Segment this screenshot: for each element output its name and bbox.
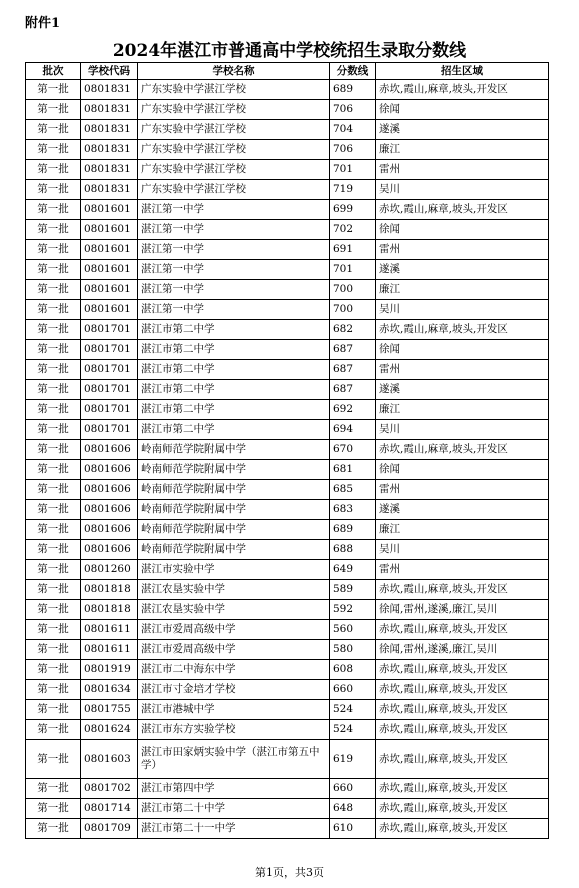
cell-area: 徐闻 xyxy=(376,340,549,360)
table-row xyxy=(26,580,549,600)
cell-school-code: 0801260 xyxy=(81,560,138,580)
cell-school-name: 湛江第一中学 xyxy=(138,260,330,280)
cell-school-code: 0801831 xyxy=(81,100,138,120)
cell-batch: 第一批 xyxy=(26,560,81,580)
cell-school-name: 湛江市港城中学 xyxy=(138,700,330,720)
cell-school-code: 0801611 xyxy=(81,620,138,640)
cell-score: 648 xyxy=(330,799,376,819)
page-title: 2024年湛江市普通高中学校统招生录取分数线 xyxy=(112,41,467,61)
table-row xyxy=(26,720,549,740)
cell-score: 580 xyxy=(330,640,376,660)
cell-score: 687 xyxy=(330,380,376,400)
cell-score: 701 xyxy=(330,160,376,180)
cell-batch: 第一批 xyxy=(26,80,81,100)
cell-batch: 第一批 xyxy=(26,140,81,160)
cell-area: 赤坎,霞山,麻章,坡头,开发区 xyxy=(376,720,549,740)
cell-school-code: 0801601 xyxy=(81,280,138,300)
table-row xyxy=(26,300,549,320)
cell-school-code: 0801601 xyxy=(81,220,138,240)
cell-area: 赤坎,霞山,麻章,坡头,开发区 xyxy=(376,779,549,799)
table-row xyxy=(26,340,549,360)
page-footer: 第1页，共3页 xyxy=(255,866,324,879)
cell-school-name: 湛江市第四中学 xyxy=(138,779,330,799)
header-batch: 批次 xyxy=(26,63,81,80)
cell-score: 619 xyxy=(330,740,376,779)
cell-batch: 第一批 xyxy=(26,600,81,620)
header-area: 招生区域 xyxy=(376,63,549,80)
cell-school-name: 湛江市第二中学 xyxy=(138,400,330,420)
table-row xyxy=(26,440,549,460)
cell-score: 670 xyxy=(330,440,376,460)
table-row xyxy=(26,380,549,400)
cell-area: 赤坎,霞山,麻章,坡头,开发区 xyxy=(376,440,549,460)
cell-school-name: 湛江第一中学 xyxy=(138,220,330,240)
cell-area: 雷州 xyxy=(376,560,549,580)
cell-score: 524 xyxy=(330,700,376,720)
cell-score: 685 xyxy=(330,480,376,500)
table-row xyxy=(26,779,549,799)
cell-school-name: 广东实验中学湛江学校 xyxy=(138,180,330,200)
cell-score: 692 xyxy=(330,400,376,420)
cell-school-code: 0801831 xyxy=(81,180,138,200)
cell-score: 689 xyxy=(330,80,376,100)
cell-area: 吴川 xyxy=(376,300,549,320)
table-row xyxy=(26,660,549,680)
cell-batch: 第一批 xyxy=(26,280,81,300)
table-row xyxy=(26,160,549,180)
table-row xyxy=(26,360,549,380)
cell-area: 遂溪 xyxy=(376,260,549,280)
cell-school-name: 湛江市爱周高级中学 xyxy=(138,640,330,660)
cell-school-code: 0801831 xyxy=(81,120,138,140)
cell-school-name: 岭南师范学院附属中学 xyxy=(138,460,330,480)
cell-batch: 第一批 xyxy=(26,260,81,280)
table-row xyxy=(26,80,549,100)
cell-batch: 第一批 xyxy=(26,340,81,360)
table-row xyxy=(26,400,549,420)
cell-school-code: 0801818 xyxy=(81,580,138,600)
score-table xyxy=(25,62,549,839)
table-row xyxy=(26,799,549,819)
cell-score: 691 xyxy=(330,240,376,260)
cell-school-name: 岭南师范学院附属中学 xyxy=(138,540,330,560)
cell-school-code: 0801634 xyxy=(81,680,138,700)
cell-area: 廉江 xyxy=(376,400,549,420)
cell-score: 687 xyxy=(330,340,376,360)
cell-score: 688 xyxy=(330,540,376,560)
cell-school-code: 0801601 xyxy=(81,260,138,280)
cell-school-code: 0801755 xyxy=(81,700,138,720)
cell-batch: 第一批 xyxy=(26,120,81,140)
cell-score: 660 xyxy=(330,680,376,700)
cell-batch: 第一批 xyxy=(26,100,81,120)
cell-school-code: 0801831 xyxy=(81,140,138,160)
table-row xyxy=(26,640,549,660)
cell-school-code: 0801601 xyxy=(81,240,138,260)
table-row xyxy=(26,200,549,220)
cell-area: 廉江 xyxy=(376,280,549,300)
cell-score: 700 xyxy=(330,280,376,300)
cell-batch: 第一批 xyxy=(26,220,81,240)
cell-school-name: 湛江市爱周高级中学 xyxy=(138,620,330,640)
cell-school-name: 广东实验中学湛江学校 xyxy=(138,120,330,140)
cell-school-code: 0801601 xyxy=(81,300,138,320)
table-row xyxy=(26,620,549,640)
cell-score: 706 xyxy=(330,100,376,120)
cell-school-code: 0801701 xyxy=(81,380,138,400)
cell-area: 徐闻 xyxy=(376,460,549,480)
cell-batch: 第一批 xyxy=(26,300,81,320)
cell-school-name: 广东实验中学湛江学校 xyxy=(138,100,330,120)
cell-area: 徐闻 xyxy=(376,220,549,240)
cell-school-code: 0801701 xyxy=(81,320,138,340)
cell-batch: 第一批 xyxy=(26,460,81,480)
cell-school-code: 0801709 xyxy=(81,819,138,839)
cell-school-name: 湛江市第二中学 xyxy=(138,340,330,360)
cell-school-name: 湛江市实验中学 xyxy=(138,560,330,580)
cell-score: 649 xyxy=(330,560,376,580)
cell-batch: 第一批 xyxy=(26,680,81,700)
cell-school-name: 湛江农垦实验中学 xyxy=(138,580,330,600)
cell-batch: 第一批 xyxy=(26,799,81,819)
cell-area: 赤坎,霞山,麻章,坡头,开发区 xyxy=(376,660,549,680)
cell-batch: 第一批 xyxy=(26,440,81,460)
table-row xyxy=(26,540,549,560)
cell-batch: 第一批 xyxy=(26,740,81,779)
cell-school-code: 0801603 xyxy=(81,740,138,779)
table-row xyxy=(26,140,549,160)
table-row xyxy=(26,680,549,700)
cell-batch: 第一批 xyxy=(26,620,81,640)
cell-area: 赤坎,霞山,麻章,坡头,开发区 xyxy=(376,799,549,819)
table-row xyxy=(26,240,549,260)
cell-school-name: 湛江市田家炳实验中学（湛江市第五中学） xyxy=(138,740,330,779)
cell-area: 赤坎,霞山,麻章,坡头,开发区 xyxy=(376,740,549,779)
table-row xyxy=(26,180,549,200)
cell-school-name: 湛江市寸金培才学校 xyxy=(138,680,330,700)
cell-batch: 第一批 xyxy=(26,360,81,380)
cell-school-code: 0801601 xyxy=(81,200,138,220)
cell-school-code: 0801606 xyxy=(81,540,138,560)
cell-area: 雷州 xyxy=(376,360,549,380)
cell-area: 廉江 xyxy=(376,520,549,540)
cell-school-name: 湛江市第二中学 xyxy=(138,380,330,400)
cell-score: 719 xyxy=(330,180,376,200)
cell-school-code: 0801606 xyxy=(81,500,138,520)
table-row xyxy=(26,100,549,120)
cell-school-name: 湛江市第二中学 xyxy=(138,320,330,340)
cell-batch: 第一批 xyxy=(26,200,81,220)
cell-batch: 第一批 xyxy=(26,640,81,660)
cell-school-code: 0801702 xyxy=(81,779,138,799)
header-school-code: 学校代码 xyxy=(81,63,138,80)
cell-score: 689 xyxy=(330,520,376,540)
cell-area: 雷州 xyxy=(376,480,549,500)
table-row xyxy=(26,320,549,340)
cell-batch: 第一批 xyxy=(26,580,81,600)
cell-school-name: 湛江市第二十一中学 xyxy=(138,819,330,839)
cell-score: 704 xyxy=(330,120,376,140)
cell-score: 706 xyxy=(330,140,376,160)
table-row xyxy=(26,420,549,440)
cell-area: 廉江 xyxy=(376,140,549,160)
cell-area: 赤坎,霞山,麻章,坡头,开发区 xyxy=(376,680,549,700)
cell-school-code: 0801831 xyxy=(81,160,138,180)
cell-batch: 第一批 xyxy=(26,320,81,340)
cell-batch: 第一批 xyxy=(26,380,81,400)
cell-school-name: 湛江第一中学 xyxy=(138,200,330,220)
cell-batch: 第一批 xyxy=(26,540,81,560)
cell-area: 赤坎,霞山,麻章,坡头,开发区 xyxy=(376,80,549,100)
cell-area: 雷州 xyxy=(376,160,549,180)
header-school-name: 学校名称 xyxy=(138,63,330,80)
cell-area: 赤坎,霞山,麻章,坡头,开发区 xyxy=(376,819,549,839)
cell-area: 雷州 xyxy=(376,240,549,260)
table-row xyxy=(26,480,549,500)
cell-score: 592 xyxy=(330,600,376,620)
cell-school-name: 湛江市第二十中学 xyxy=(138,799,330,819)
cell-batch: 第一批 xyxy=(26,420,81,440)
cell-batch: 第一批 xyxy=(26,819,81,839)
table-body xyxy=(26,80,549,839)
cell-score: 660 xyxy=(330,779,376,799)
cell-school-name: 广东实验中学湛江学校 xyxy=(138,160,330,180)
cell-batch: 第一批 xyxy=(26,779,81,799)
table-row xyxy=(26,740,549,779)
cell-batch: 第一批 xyxy=(26,700,81,720)
table-row xyxy=(26,600,549,620)
cell-batch: 第一批 xyxy=(26,180,81,200)
cell-school-code: 0801701 xyxy=(81,340,138,360)
cell-score: 589 xyxy=(330,580,376,600)
cell-school-code: 0801818 xyxy=(81,600,138,620)
cell-batch: 第一批 xyxy=(26,520,81,540)
cell-area: 赤坎,霞山,麻章,坡头,开发区 xyxy=(376,700,549,720)
cell-school-code: 0801831 xyxy=(81,80,138,100)
header-score: 分数线 xyxy=(330,63,376,80)
cell-school-code: 0801701 xyxy=(81,420,138,440)
cell-school-code: 0801919 xyxy=(81,660,138,680)
cell-batch: 第一批 xyxy=(26,480,81,500)
cell-school-code: 0801606 xyxy=(81,440,138,460)
cell-school-name: 广东实验中学湛江学校 xyxy=(138,140,330,160)
cell-school-name: 湛江农垦实验中学 xyxy=(138,600,330,620)
table-row xyxy=(26,700,549,720)
table-row xyxy=(26,260,549,280)
cell-area: 吴川 xyxy=(376,540,549,560)
table-row xyxy=(26,819,549,839)
cell-area: 遂溪 xyxy=(376,500,549,520)
cell-area: 赤坎,霞山,麻章,坡头,开发区 xyxy=(376,620,549,640)
cell-school-name: 岭南师范学院附属中学 xyxy=(138,480,330,500)
cell-batch: 第一批 xyxy=(26,720,81,740)
cell-score: 560 xyxy=(330,620,376,640)
cell-school-name: 湛江市第二中学 xyxy=(138,360,330,380)
cell-school-code: 0801624 xyxy=(81,720,138,740)
cell-school-name: 湛江市第二中学 xyxy=(138,420,330,440)
table-row xyxy=(26,220,549,240)
table-row xyxy=(26,500,549,520)
cell-area: 赤坎,霞山,麻章,坡头,开发区 xyxy=(376,580,549,600)
cell-score: 687 xyxy=(330,360,376,380)
cell-batch: 第一批 xyxy=(26,400,81,420)
cell-school-name: 湛江市东方实验学校 xyxy=(138,720,330,740)
cell-batch: 第一批 xyxy=(26,660,81,680)
table-header-row xyxy=(26,63,549,80)
cell-school-code: 0801714 xyxy=(81,799,138,819)
cell-score: 681 xyxy=(330,460,376,480)
cell-score: 700 xyxy=(330,300,376,320)
cell-area: 吴川 xyxy=(376,180,549,200)
cell-area: 徐闻 xyxy=(376,100,549,120)
cell-school-name: 湛江第一中学 xyxy=(138,280,330,300)
cell-area: 遂溪 xyxy=(376,380,549,400)
cell-batch: 第一批 xyxy=(26,500,81,520)
cell-batch: 第一批 xyxy=(26,160,81,180)
cell-school-name: 湛江第一中学 xyxy=(138,300,330,320)
table-row xyxy=(26,280,549,300)
cell-school-code: 0801606 xyxy=(81,460,138,480)
cell-school-name: 岭南师范学院附属中学 xyxy=(138,500,330,520)
cell-area: 吴川 xyxy=(376,420,549,440)
cell-school-code: 0801701 xyxy=(81,360,138,380)
table-row xyxy=(26,520,549,540)
cell-score: 702 xyxy=(330,220,376,240)
cell-school-code: 0801701 xyxy=(81,400,138,420)
cell-school-name: 湛江第一中学 xyxy=(138,240,330,260)
cell-score: 701 xyxy=(330,260,376,280)
table-row xyxy=(26,460,549,480)
cell-score: 682 xyxy=(330,320,376,340)
cell-area: 徐闻,雷州,遂溪,廉江,吴川 xyxy=(376,600,549,620)
attachment-label: 附件1 xyxy=(25,16,61,31)
cell-school-code: 0801611 xyxy=(81,640,138,660)
table-row xyxy=(26,560,549,580)
cell-score: 694 xyxy=(330,420,376,440)
cell-batch: 第一批 xyxy=(26,240,81,260)
cell-score: 699 xyxy=(330,200,376,220)
cell-school-name: 岭南师范学院附属中学 xyxy=(138,440,330,460)
cell-area: 遂溪 xyxy=(376,120,549,140)
table-row xyxy=(26,120,549,140)
cell-school-code: 0801606 xyxy=(81,480,138,500)
cell-score: 610 xyxy=(330,819,376,839)
cell-area: 赤坎,霞山,麻章,坡头,开发区 xyxy=(376,200,549,220)
cell-area: 赤坎,霞山,麻章,坡头,开发区 xyxy=(376,320,549,340)
cell-school-name: 湛江市二中海东中学 xyxy=(138,660,330,680)
cell-score: 608 xyxy=(330,660,376,680)
cell-score: 524 xyxy=(330,720,376,740)
cell-school-name: 岭南师范学院附属中学 xyxy=(138,520,330,540)
cell-area: 徐闻,雷州,遂溪,廉江,吴川 xyxy=(376,640,549,660)
cell-school-code: 0801606 xyxy=(81,520,138,540)
cell-school-name: 广东实验中学湛江学校 xyxy=(138,80,330,100)
cell-score: 683 xyxy=(330,500,376,520)
